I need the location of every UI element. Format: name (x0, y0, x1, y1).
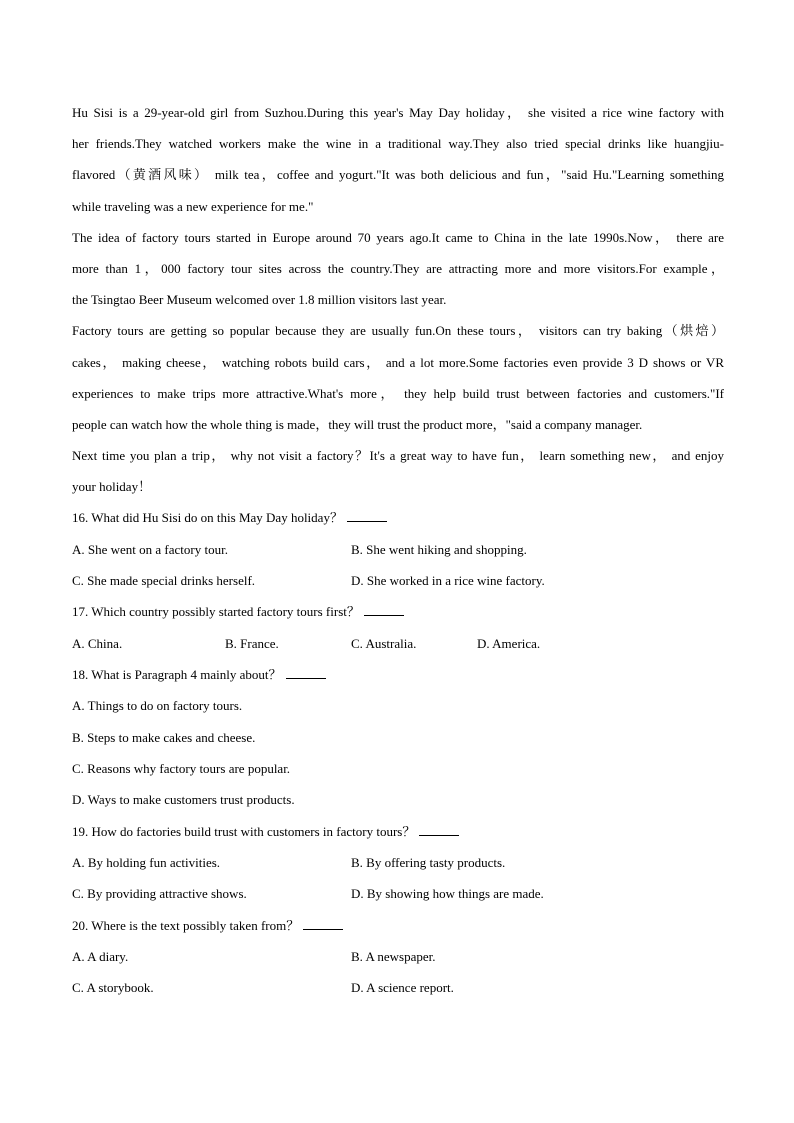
question-stem: 18. What is Paragraph 4 mainly about？ (72, 666, 282, 682)
passage-line: your holiday！ (72, 479, 152, 495)
option-b: B. She went hiking and shopping. (351, 541, 527, 557)
passage-line: cakes， making cheese， watching robots build cars， and a lot more.Some factories even provide 3 D shows or VR (72, 354, 724, 370)
option-d: D. Ways to make customers trust products. (72, 792, 295, 808)
option-b: B. By offering tasty products. (351, 854, 506, 870)
passage-line: while traveling was a new experience for me." (72, 198, 314, 214)
reading-passage (72, 97, 724, 502)
answer-blank (286, 667, 326, 679)
passage-line: Hu Sisi is a 29-year-old girl from Suzhou.During this year's May Day holiday， she visited a rice wine factory with (72, 105, 724, 120)
exam-page (72, 97, 724, 1004)
answer-blank (419, 824, 459, 836)
option-a: A. China. (72, 635, 123, 651)
passage-line: The idea of factory tours started in Europe around 70 years ago.It came to China in the late 1990s.Now， there are (72, 229, 724, 245)
answer-blank (364, 604, 404, 616)
option-d: D. She worked in a rice wine factory. (351, 573, 545, 589)
passage-line: experiences to make trips more attractive.What's more， they help build trust between factories and customers."If (72, 385, 724, 401)
option-c: C. By providing attractive shows. (72, 886, 247, 902)
option-c: C. Australia. (351, 635, 417, 651)
option-d: D. A science report. (351, 980, 454, 996)
option-a: A. By holding fun activities. (72, 854, 221, 870)
question-16 (72, 502, 724, 596)
passage-line: her friends.They watched workers make the wine in a traditional way.They also tried special drinks like huangjiu- (72, 136, 724, 152)
passage-line: flavored（黄酒风味） milk tea，coffee and yogurt."It was both delicious and fun，"said Hu."Learning something (72, 167, 724, 183)
option-b: B. Steps to make cakes and cheese. (72, 729, 256, 745)
question-19 (72, 816, 724, 910)
passage-line: Factory tours are getting so popular because they are usually fun.On these tours， visitors can try baking（烘焙） (72, 323, 724, 339)
answer-blank (303, 918, 343, 930)
option-d: D. By showing how things are made. (351, 886, 544, 902)
question-stem: 16. What did Hu Sisi do on this May Day holiday？ (72, 510, 343, 526)
passage-line: more than 1，000 factory tour sites across the country.They are attracting more and more visitors.For example， (72, 260, 724, 276)
option-d: D. America. (477, 635, 541, 651)
option-a: A. Things to do on factory tours. (72, 698, 243, 714)
question-20 (72, 910, 724, 1004)
passage-line: people can watch how the whole thing is made，they will trust the product more，"said a company manager. (72, 416, 643, 432)
passage-line: Next time you plan a trip， why not visit a factory？It's a great way to have fun， learn something new， and enjoy (72, 448, 724, 464)
passage-line: the Tsingtao Beer Museum welcomed over 1.8 million visitors last year. (72, 292, 447, 308)
option-c: C. A storybook. (72, 980, 154, 996)
option-c: C. She made special drinks herself. (72, 573, 256, 589)
option-a: A. A diary. (72, 948, 129, 964)
answer-blank (347, 510, 387, 522)
question-18 (72, 659, 724, 816)
option-b: B. France. (225, 635, 279, 651)
option-b: B. A newspaper. (351, 948, 436, 964)
question-stem: 20. Where is the text possibly taken from？ (72, 917, 300, 933)
question-stem: 17. Which country possibly started factory tours first？ (72, 604, 360, 620)
question-stem: 19. How do factories build trust with customers in factory tours？ (72, 823, 416, 839)
option-a: A. She went on a factory tour. (72, 541, 228, 557)
question-17 (72, 596, 724, 659)
option-c: C. Reasons why factory tours are popular. (72, 760, 291, 776)
